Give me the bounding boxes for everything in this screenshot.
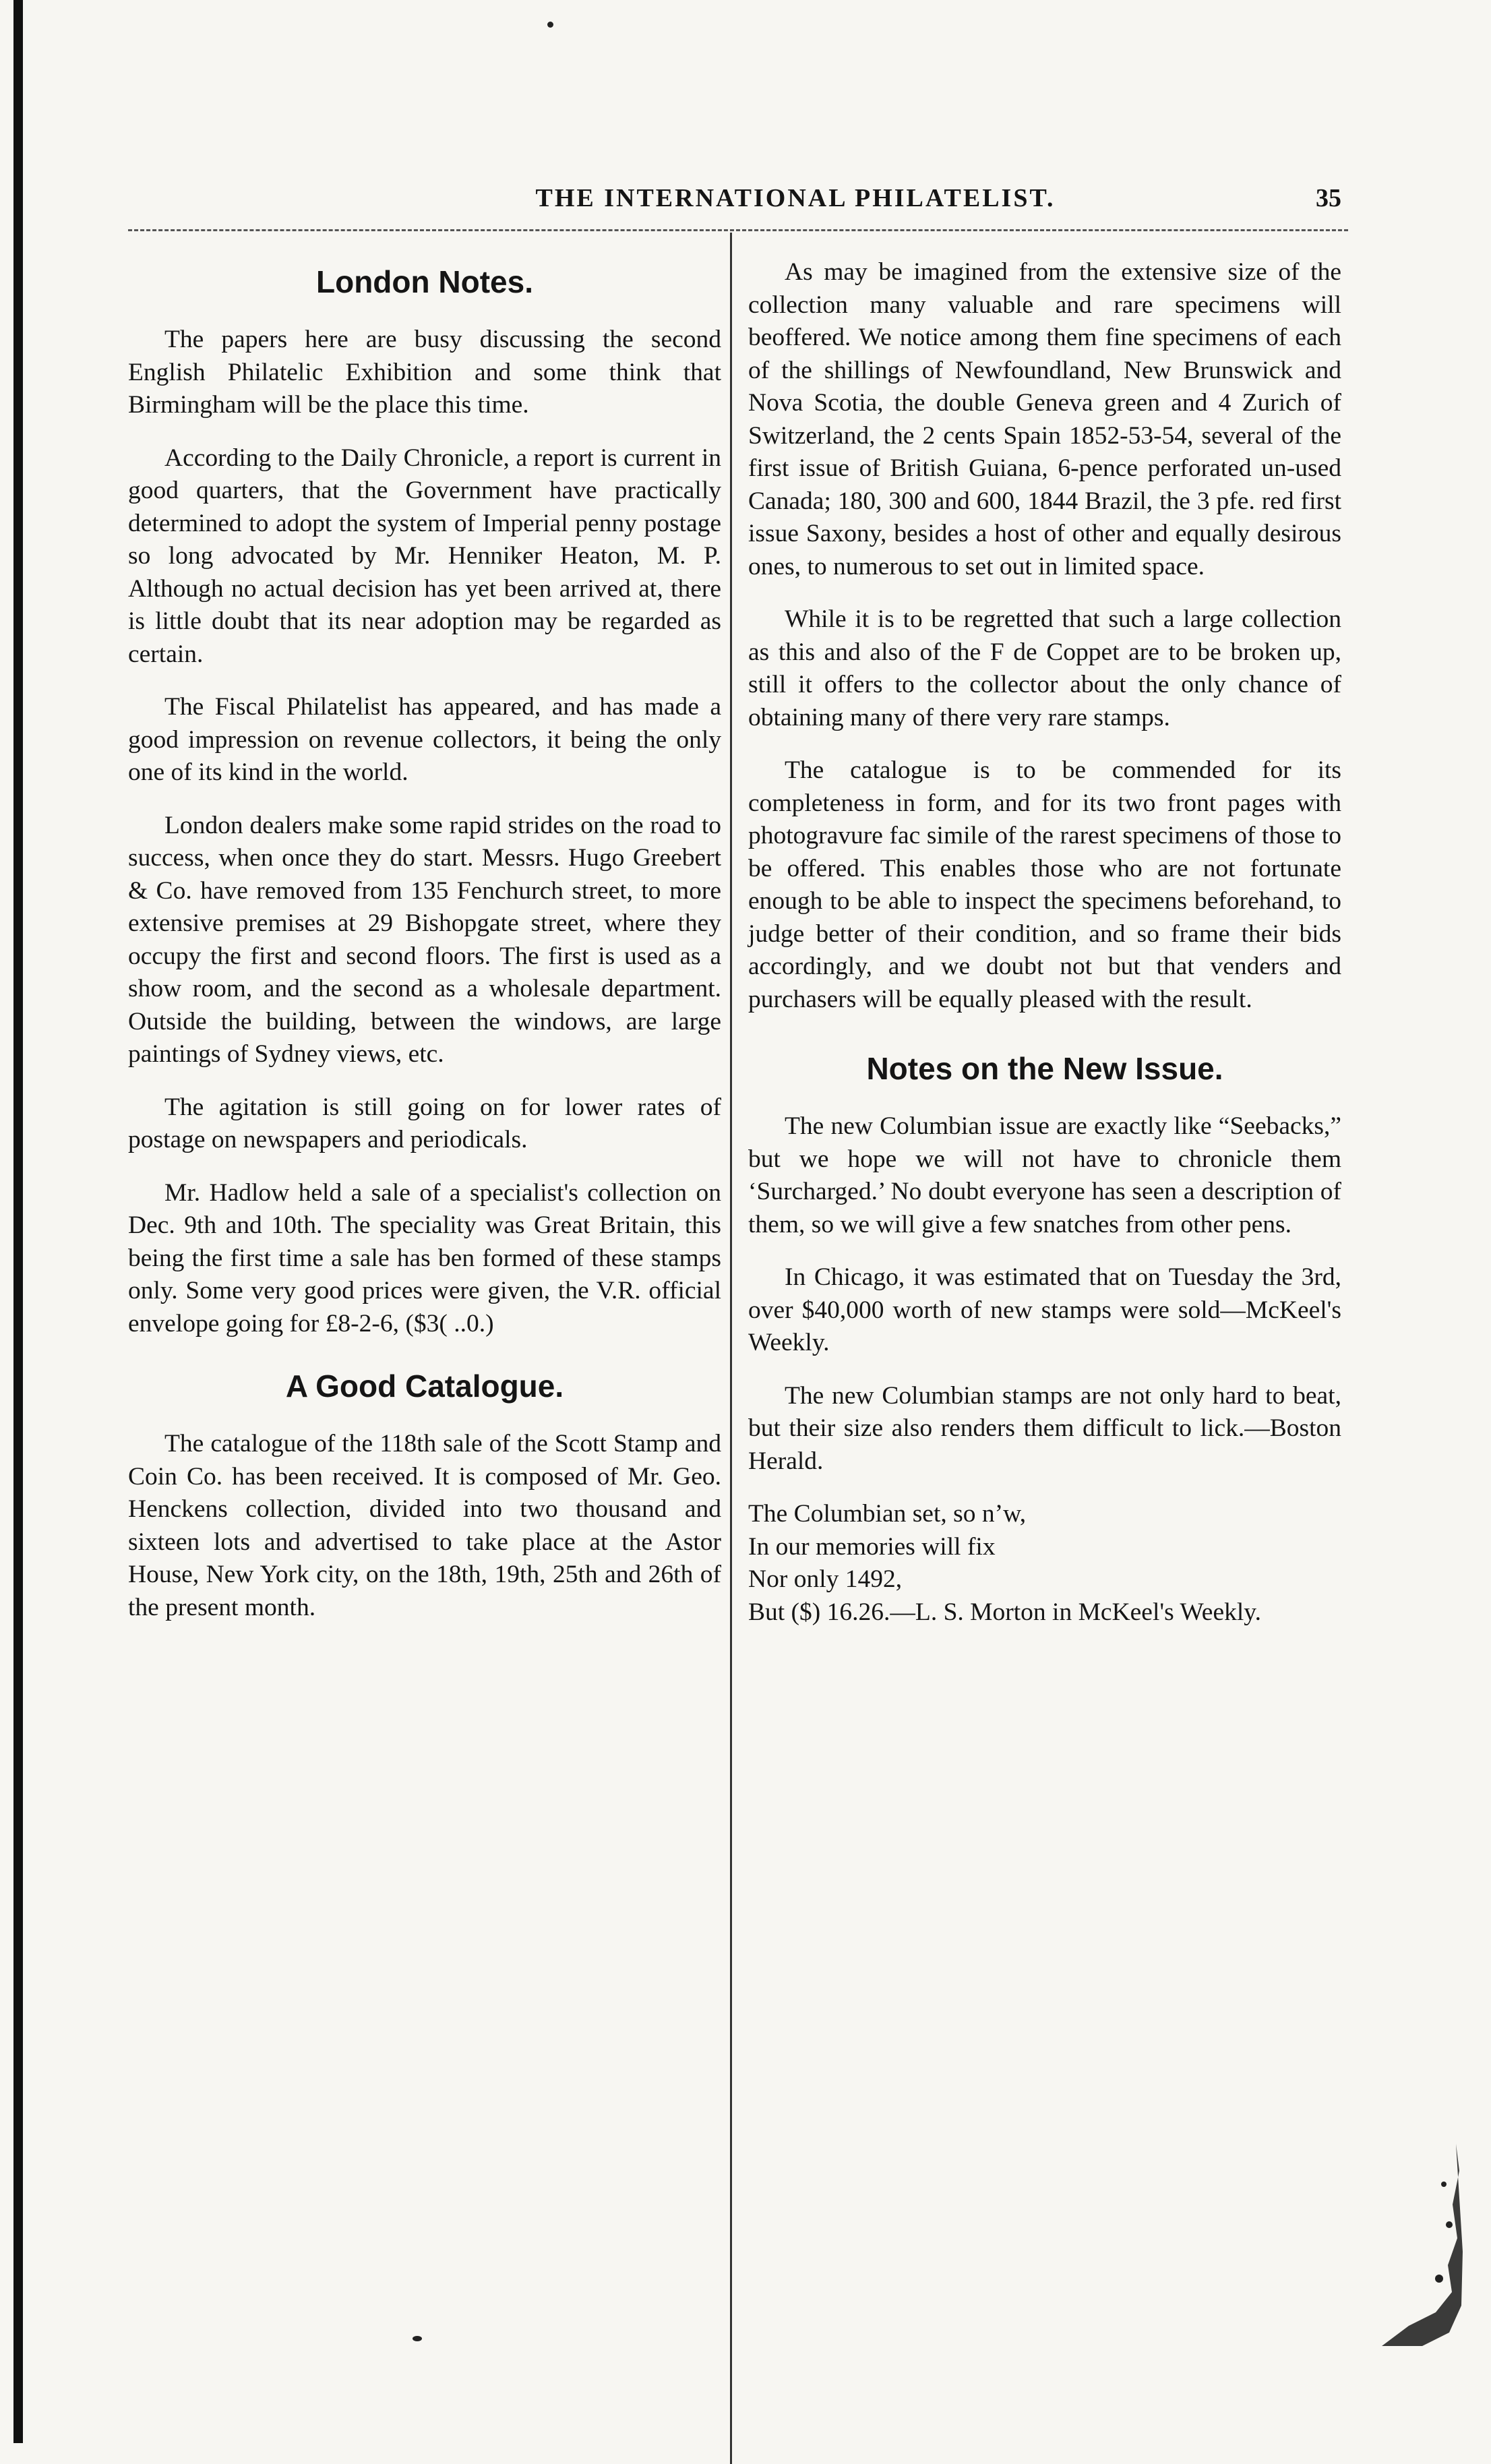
- running-header-title: THE INTERNATIONAL PHILATELIST.: [535, 184, 1056, 212]
- right-column: [748, 256, 1341, 1629]
- article-paragraph: The new Columbian issue are exactly like “Seebacks,” but we hope we will not have to chronicle them ‘Surcharged.’ No doubt everyone has seen a description of them, so we will give a few snatches from other pens.: [748, 1112, 1341, 1238]
- poem: [748, 1498, 1341, 1629]
- article-paragraph: London dealers make some rapid strides on the road to success, when once they do start. Messrs. Hugo Greebert & Co. have removed from 135 Fenchurch street, to more extensive premises at 29 Bishopgate street, where they occupy the first and second floors. The first is used as a show room, and the second as a wholesale department. Outside the building, between the windows, are large paintings of Sydney views, etc.: [128, 811, 721, 1068]
- article-paragraph: The catalogue of the 118th sale of the Scott Stamp and Coin Co. has been received. It is composed of Mr. Geo. Henckens collection, divided into two thousand and sixteen lots and advertised to take place at the Astor House, New York city, on the 18th, 19th, 25th and 26th of the present month.: [128, 1430, 721, 1621]
- good-catalogue-heading: A Good Catalogue.: [285, 1369, 564, 1404]
- article-paragraph: The new Columbian stamps are not only hard to beat, but their size also renders them difficult to lick.—Boston Herald.: [748, 1381, 1341, 1475]
- binding-edge: [13, 0, 23, 2443]
- article-paragraph: The Fiscal Philatelist has appeared, and has made a good impression on revenue collectors, it being the only one of its kind in the world.: [128, 693, 721, 786]
- column-divider: [730, 233, 732, 2464]
- poem-line: In our memories will fix: [748, 1532, 996, 1561]
- ink-speck: [547, 22, 553, 28]
- article-paragraph: The papers here are busy discussing the second English Philatelic Exhibition and some think that Birmingham will be the place this time.: [128, 326, 721, 419]
- page-number: 35: [1316, 184, 1341, 212]
- article-paragraph: While it is to be regretted that such a large collection as this and also of the F de Coppet are to be broken up, still it offers to the collector about the only chance of obtaining many of there very rare stamps.: [748, 605, 1341, 731]
- new-issue-heading: Notes on the New Issue.: [866, 1051, 1223, 1086]
- london-notes-heading: London Notes.: [316, 264, 533, 299]
- left-column: [128, 256, 721, 1644]
- article-paragraph: In Chicago, it was estimated that on Tuesday the 3rd, over $40,000 worth of new stamps were sold—McKeel's Weekly.: [748, 1263, 1341, 1356]
- poem-line: But ($) 16.26.—L. S. Morton in McKeel's Weekly.: [748, 1598, 1261, 1626]
- header-rule: [128, 229, 1348, 231]
- ink-speck: [413, 2336, 422, 2341]
- poem-line: The Columbian set, so n’w,: [748, 1500, 1027, 1528]
- article-paragraph: According to the Daily Chronicle, a report is current in good quarters, that the Government have practically determined to adopt the system of Imperial penny postage so long advocated by Mr. Henniker Heaton, M. P. Although no actual decision has yet been arrived at, there is little doubt that its near adoption may be regarded as certain.: [128, 444, 721, 668]
- article-paragraph: Mr. Hadlow held a sale of a specialist's collection on Dec. 9th and 10th. The speciality was Great Britain, this being the first time a sale has ben formed of these stamps only. Some very good prices were given, the V.R. official envelope going for £8-2-6, ($3( ..0.): [128, 1178, 721, 1338]
- article-paragraph: The catalogue is to be commended for its completeness in form, and for its two front pages with photogravure fac simile of the rarest specimens of those to be offered. This enables those who are not fortunate enough to be able to inspect the specimens beforehand, to judge better of their condition, and so frame their bids accordingly, and we doubt not but that venders and purchasers will be equally pleased with the result.: [748, 756, 1341, 1013]
- article-paragraph: As may be imagined from the extensive size of the collection many valuable and rare specimens will beoffered. We notice among them fine specimens of each of the shillings of Newfoundland, New Brunswick and Nova Scotia, the double Geneva green and 4 Zurich of Switzerland, the 2 cents Spain 1852-53-54, several of the first issue of British Guiana, 6-pence perforated un-used Canada; 180, 300 and 600, 1844 Brazil, the 3 pfe. red first issue Saxony, besides a host of other and equally desirous ones, to numerous to set out in limited space.: [748, 258, 1341, 580]
- poem-line: Nor only 1492,: [748, 1565, 903, 1593]
- article-paragraph: The agitation is still going on for lower rates of postage on newspapers and periodicals.: [128, 1093, 721, 1153]
- scan-smudge: [1382, 2144, 1463, 2346]
